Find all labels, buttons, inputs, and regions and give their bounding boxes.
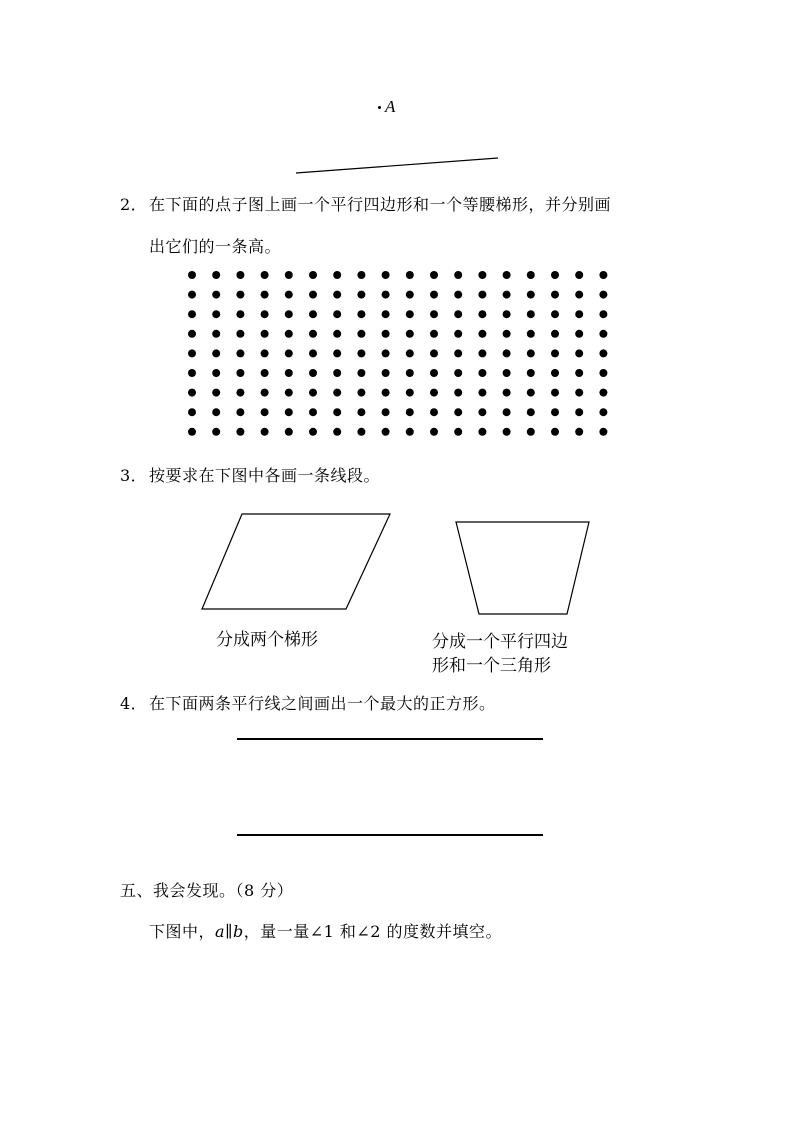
grid-dot[interactable] [261, 389, 269, 397]
grid-dot[interactable] [575, 369, 583, 377]
grid-dot[interactable] [285, 349, 293, 357]
grid-dot[interactable] [599, 428, 607, 436]
trapezoid-shape[interactable] [456, 522, 589, 614]
q3-number: 3． [120, 466, 148, 485]
grid-dot[interactable] [454, 330, 462, 338]
grid-dot[interactable] [285, 408, 293, 416]
section5-heading: 五、我会发现。（8 分） [120, 881, 294, 900]
grid-dot[interactable] [406, 349, 414, 357]
grid-dot[interactable] [357, 369, 365, 377]
grid-dot[interactable] [236, 408, 244, 416]
grid-dot[interactable] [575, 349, 583, 357]
grid-dot[interactable] [551, 408, 559, 416]
grid-dot[interactable] [527, 408, 535, 416]
grid-dot[interactable] [575, 330, 583, 338]
grid-dot[interactable] [406, 428, 414, 436]
var-a: a [215, 922, 226, 941]
parallel-line-top [237, 738, 543, 740]
grid-dot[interactable] [382, 330, 390, 338]
grid-dot[interactable] [236, 271, 244, 279]
grid-dot[interactable] [188, 271, 196, 279]
grid-dot[interactable] [309, 310, 317, 318]
grid-dot[interactable] [188, 428, 196, 436]
grid-dot[interactable] [382, 349, 390, 357]
grid-dot[interactable] [261, 349, 269, 357]
grid-dot[interactable] [357, 389, 365, 397]
grid-dot[interactable] [333, 408, 341, 416]
grid-dot[interactable] [527, 349, 535, 357]
grid-dot[interactable] [478, 349, 486, 357]
grid-dot[interactable] [527, 389, 535, 397]
grid-dot[interactable] [503, 408, 511, 416]
grid-dot[interactable] [236, 291, 244, 299]
grid-dot[interactable] [309, 389, 317, 397]
grid-dot[interactable] [406, 389, 414, 397]
grid-dot[interactable] [382, 408, 390, 416]
grid-dot[interactable] [430, 349, 438, 357]
grid-dot[interactable] [285, 369, 293, 377]
grid-dot[interactable] [406, 310, 414, 318]
grid-dot[interactable] [430, 389, 438, 397]
grid-dot[interactable] [212, 389, 220, 397]
grid-dot[interactable] [212, 310, 220, 318]
grid-dot[interactable] [575, 291, 583, 299]
grid-dot[interactable] [261, 408, 269, 416]
grid-dot[interactable] [575, 428, 583, 436]
grid-dot[interactable] [285, 271, 293, 279]
grid-dot[interactable] [285, 330, 293, 338]
grid-dot[interactable] [212, 291, 220, 299]
grid-dot[interactable] [212, 330, 220, 338]
q2-line2: 出它们的一条高。 [149, 237, 282, 256]
grid-dot[interactable] [599, 349, 607, 357]
grid-dot[interactable] [285, 389, 293, 397]
grid-dot[interactable] [261, 291, 269, 299]
grid-dot[interactable] [309, 369, 317, 377]
grid-dot[interactable] [478, 291, 486, 299]
grid-dot[interactable] [236, 389, 244, 397]
grid-dot[interactable] [430, 271, 438, 279]
grid-dot[interactable] [309, 408, 317, 416]
grid-dot[interactable] [309, 349, 317, 357]
grid-dot[interactable] [551, 349, 559, 357]
grid-dot[interactable] [333, 349, 341, 357]
grid-dot[interactable] [382, 271, 390, 279]
grid-dot[interactable] [236, 428, 244, 436]
grid-dot[interactable] [503, 349, 511, 357]
grid-dot[interactable] [599, 310, 607, 318]
grid-dot[interactable] [503, 330, 511, 338]
grid-dot[interactable] [454, 291, 462, 299]
q4-text: 在下面两条平行线之间画出一个最大的正方形。 [149, 694, 496, 713]
grid-dot[interactable] [406, 408, 414, 416]
q3-right-caption-1: 分成一个平行四边 [432, 632, 568, 652]
grid-dot[interactable] [333, 310, 341, 318]
grid-dot[interactable] [503, 389, 511, 397]
grid-dot[interactable] [333, 369, 341, 377]
grid-dot[interactable] [478, 330, 486, 338]
grid-dot[interactable] [551, 389, 559, 397]
grid-dot[interactable] [309, 291, 317, 299]
grid-dot[interactable] [478, 271, 486, 279]
grid-dot[interactable] [454, 428, 462, 436]
parallel-symbol: ∥ [225, 922, 233, 941]
grid-dot[interactable] [382, 428, 390, 436]
grid-dot[interactable] [188, 408, 196, 416]
grid-dot[interactable] [236, 369, 244, 377]
grid-dot[interactable] [551, 310, 559, 318]
grid-dot[interactable] [454, 389, 462, 397]
grid-dot[interactable] [188, 369, 196, 377]
grid-dot[interactable] [309, 271, 317, 279]
parallelogram-shape[interactable] [202, 514, 390, 609]
grid-dot[interactable] [406, 369, 414, 377]
grid-dot[interactable] [261, 369, 269, 377]
grid-dot[interactable] [236, 310, 244, 318]
grid-dot[interactable] [382, 291, 390, 299]
grid-dot[interactable] [478, 310, 486, 318]
grid-dot[interactable] [527, 310, 535, 318]
slanted-line [0, 0, 794, 200]
grid-dot[interactable] [599, 330, 607, 338]
grid-dot[interactable] [527, 271, 535, 279]
q3-text: 按要求在下图中各画一条线段。 [149, 466, 381, 485]
grid-dot[interactable] [503, 291, 511, 299]
grid-dot[interactable] [212, 408, 220, 416]
grid-dot[interactable] [261, 271, 269, 279]
grid-dot[interactable] [454, 310, 462, 318]
grid-dot[interactable] [503, 428, 511, 436]
grid-dot[interactable] [551, 271, 559, 279]
grid-dot[interactable] [309, 330, 317, 338]
grid-dot[interactable] [575, 271, 583, 279]
grid-dot[interactable] [357, 271, 365, 279]
grid-dot[interactable] [212, 428, 220, 436]
grid-dot[interactable] [188, 310, 196, 318]
grid-dot[interactable] [599, 291, 607, 299]
grid-dot[interactable] [333, 428, 341, 436]
grid-dot[interactable] [261, 428, 269, 436]
grid-dot[interactable] [454, 271, 462, 279]
grid-dot[interactable] [575, 389, 583, 397]
grid-dot[interactable] [236, 330, 244, 338]
grid-dot[interactable] [551, 291, 559, 299]
q2-number: 2． [120, 195, 148, 214]
grid-dot[interactable] [478, 369, 486, 377]
grid-dot[interactable] [212, 369, 220, 377]
grid-dot[interactable] [357, 428, 365, 436]
grid-dot[interactable] [599, 408, 607, 416]
q3-left-caption: 分成两个梯形 [216, 630, 318, 650]
grid-dot[interactable] [333, 330, 341, 338]
grid-dot[interactable] [430, 310, 438, 318]
grid-dot[interactable] [261, 310, 269, 318]
grid-dot[interactable] [478, 428, 486, 436]
grid-dot[interactable] [551, 369, 559, 377]
grid-dot[interactable] [382, 389, 390, 397]
grid-dot[interactable] [261, 330, 269, 338]
grid-dot[interactable] [454, 408, 462, 416]
grid-dot[interactable] [236, 349, 244, 357]
grid-dot[interactable] [188, 330, 196, 338]
q2-line1: 在下面的点子图上画一个平行四边形和一个等腰梯形，并分别画 [149, 195, 612, 214]
grid-dot[interactable] [212, 271, 220, 279]
grid-dot[interactable] [527, 330, 535, 338]
grid-dot[interactable] [503, 369, 511, 377]
grid-dot[interactable] [406, 330, 414, 338]
dot-grid[interactable] [180, 265, 620, 445]
point-a-label: A [385, 97, 396, 116]
grid-dot[interactable] [357, 330, 365, 338]
grid-dot[interactable] [285, 291, 293, 299]
grid-dot[interactable] [599, 389, 607, 397]
q4-number: 4． [120, 694, 148, 713]
grid-dot[interactable] [454, 369, 462, 377]
grid-dot[interactable] [285, 310, 293, 318]
section5-intro [149, 919, 502, 942]
grid-dot[interactable] [478, 408, 486, 416]
grid-dot[interactable] [357, 408, 365, 416]
grid-dot[interactable] [599, 271, 607, 279]
grid-dot[interactable] [333, 291, 341, 299]
grid-dot[interactable] [575, 310, 583, 318]
grid-dot[interactable] [599, 369, 607, 377]
intro-mid: ，量一量∠1 和∠2 的度数并填空。 [243, 922, 503, 941]
grid-dot[interactable] [430, 330, 438, 338]
grid-dot[interactable] [430, 428, 438, 436]
grid-dot[interactable] [430, 408, 438, 416]
grid-dot[interactable] [527, 369, 535, 377]
grid-dot[interactable] [406, 271, 414, 279]
grid-dot[interactable] [357, 349, 365, 357]
intro-before: 下图中， [149, 922, 216, 941]
grid-dot[interactable] [551, 330, 559, 338]
q3-shapes [0, 500, 794, 630]
grid-dot[interactable] [527, 291, 535, 299]
grid-dot[interactable] [188, 291, 196, 299]
grid-dot[interactable] [454, 349, 462, 357]
grid-dot[interactable] [575, 408, 583, 416]
grid-dot[interactable] [430, 369, 438, 377]
grid-dot[interactable] [382, 369, 390, 377]
grid-dot[interactable] [333, 389, 341, 397]
var-b: b [232, 922, 244, 941]
grid-dot[interactable] [188, 349, 196, 357]
grid-dot[interactable] [406, 291, 414, 299]
grid-dot[interactable] [333, 271, 341, 279]
grid-dot[interactable] [309, 428, 317, 436]
grid-dot[interactable] [551, 428, 559, 436]
grid-dot[interactable] [527, 428, 535, 436]
grid-dot[interactable] [357, 310, 365, 318]
grid-dot[interactable] [430, 291, 438, 299]
grid-dot[interactable] [212, 349, 220, 357]
grid-dot[interactable] [382, 310, 390, 318]
grid-dot[interactable] [503, 310, 511, 318]
parallel-line-bottom [237, 834, 543, 836]
grid-dot[interactable] [357, 291, 365, 299]
grid-dot[interactable] [285, 428, 293, 436]
grid-dot[interactable] [188, 389, 196, 397]
grid-dot[interactable] [503, 271, 511, 279]
q3-right-caption-2: 形和一个三角形 [432, 656, 551, 676]
grid-dot[interactable] [478, 389, 486, 397]
